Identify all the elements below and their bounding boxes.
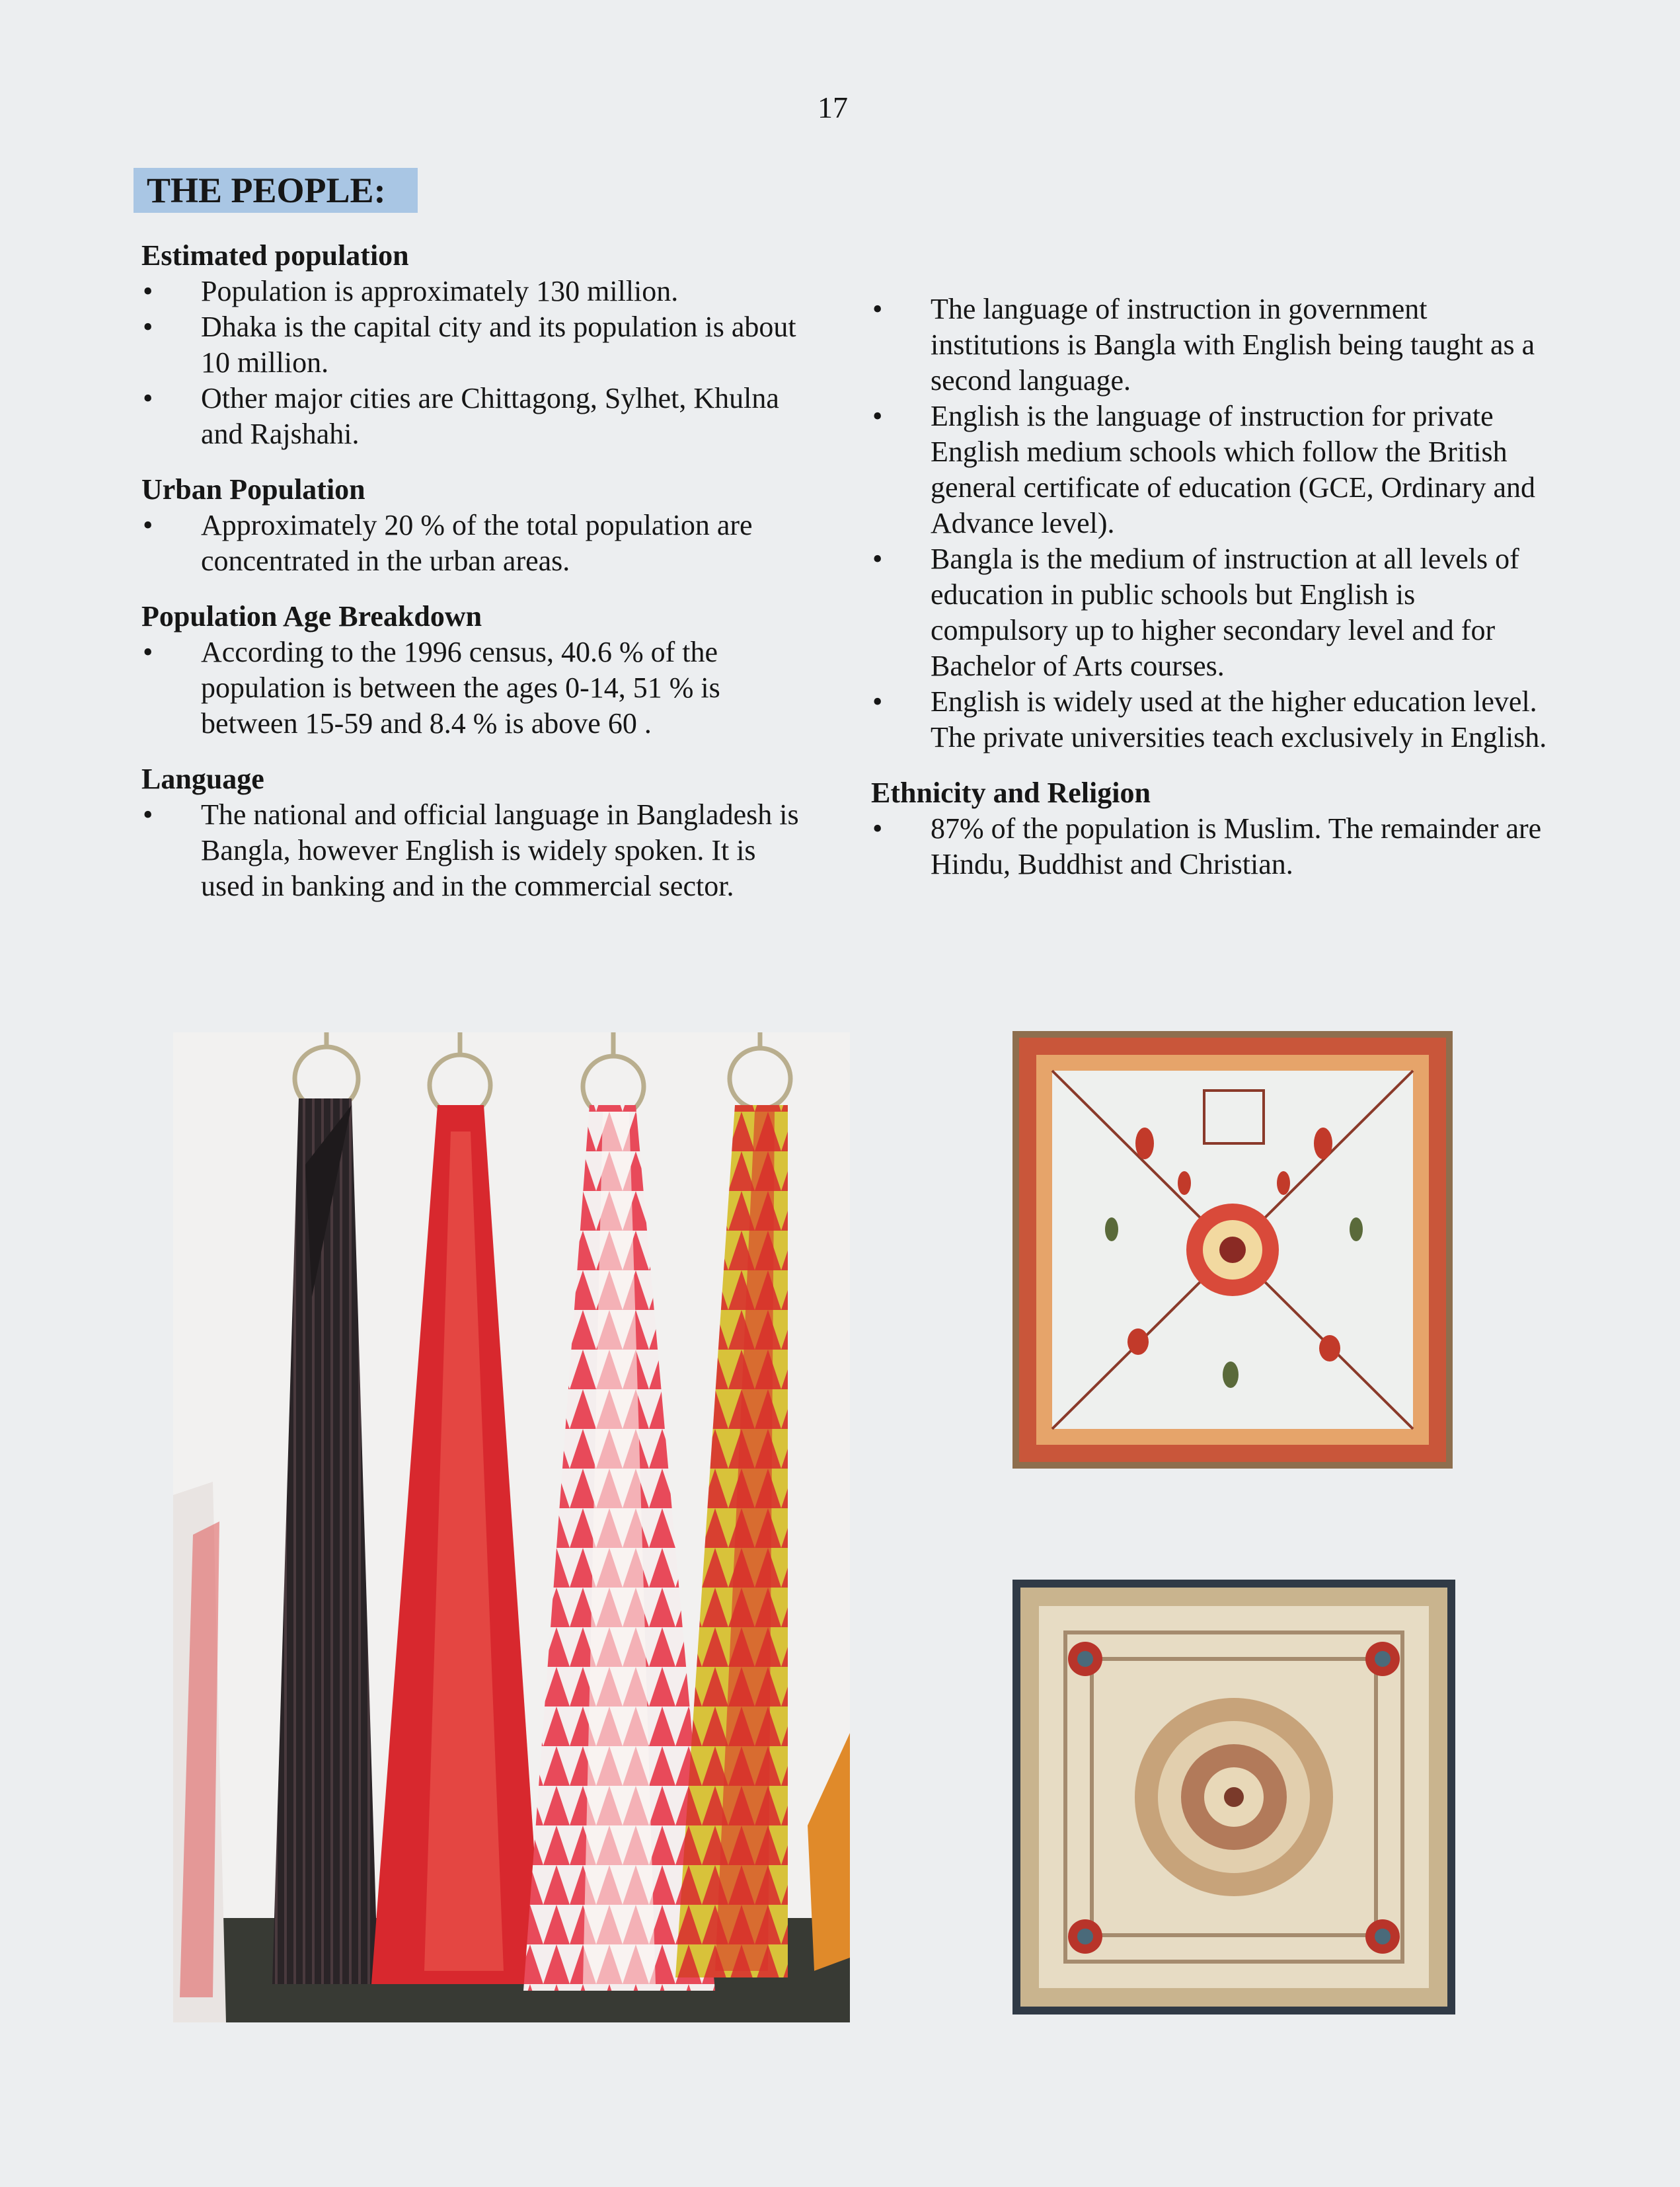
hanging-scarves-photo (173, 1032, 850, 2022)
section-heading: Language (141, 763, 264, 795)
bullet-list (141, 797, 816, 904)
list-item (141, 508, 816, 579)
list-item (871, 291, 1558, 399)
bullet-icon: • (872, 293, 883, 325)
bullet-icon: • (143, 382, 153, 414)
list-item-text: According to the 1996 census, 40.6 % of the population is between the ages 0-14, 51 % is between 15-59 and 8.4 % is above 60 . (201, 636, 720, 740)
section-heading: Population Age Breakdown (141, 600, 482, 633)
list-item (871, 811, 1558, 882)
left-column (141, 238, 816, 924)
bullet-icon: • (872, 685, 883, 718)
list-item-text: Other major cities are Chittagong, Sylhet, Khulna and Rajshahi. (201, 382, 779, 450)
list-item-text: Approximately 20 % of the total population are concentrated in the urban areas. (201, 509, 753, 577)
section-ethnicity-religion (871, 775, 1558, 882)
list-item (871, 684, 1558, 755)
bullet-icon: • (872, 400, 883, 432)
list-item-text: English is widely used at the higher education level. The private universities teach exclusively in English. (931, 685, 1547, 753)
section-estimated-population (141, 238, 816, 452)
bullet-icon: • (872, 543, 883, 575)
list-item-text: Bangla is the medium of instruction at all levels of education in public schools but English is compulsory up to higher secondary level and for Bachelor of Arts courses. (931, 543, 1519, 682)
bullet-icon: • (872, 812, 883, 845)
section-heading: Estimated population (141, 239, 409, 272)
list-item-text: Population is approximately 130 million. (201, 275, 679, 307)
right-column (871, 291, 1558, 902)
page-title: THE PEOPLE: (147, 171, 386, 210)
section-heading: Urban Population (141, 473, 365, 506)
bullet-icon: • (143, 311, 153, 343)
bullet-icon: • (143, 636, 153, 668)
bullet-icon: • (143, 275, 153, 307)
list-item (141, 274, 816, 309)
section-heading: Ethnicity and Religion (871, 777, 1151, 809)
section-age-breakdown (141, 599, 816, 742)
bullet-icon: • (143, 509, 153, 541)
list-item (871, 399, 1558, 541)
list-item-text: The national and official language in Bangladesh is Bangla, however English is widely spoken. It is used in banking and in the commercial sector. (201, 798, 799, 902)
list-item (141, 797, 816, 904)
bullet-list (871, 811, 1558, 882)
bullet-list (141, 508, 816, 579)
list-item-text: 87% of the population is Muslim. The remainder are Hindu, Buddhist and Christian. (931, 812, 1542, 880)
list-item-text: English is the language of instruction for private English medium schools which follow the British general certificate of education (GCE, Ordinary and Advance level). (931, 400, 1536, 539)
bullet-list (871, 291, 1558, 755)
nakshi-kantha-photo-1 (1012, 1031, 1453, 1469)
page-number: 17 (818, 91, 848, 124)
section-urban-population (141, 472, 816, 579)
bullet-list (141, 274, 816, 452)
list-item-text: Dhaka is the capital city and its population is about 10 million. (201, 311, 796, 379)
bullet-icon: • (143, 798, 153, 831)
list-item (141, 634, 816, 742)
list-item (871, 541, 1558, 684)
bullet-list (141, 634, 816, 742)
list-item (141, 381, 816, 452)
section-language (141, 761, 816, 904)
nakshi-kantha-photo-2 (1012, 1580, 1455, 2014)
list-item-text: The language of instruction in government institutions is Bangla with English being taught as a second language. (931, 293, 1535, 397)
list-item (141, 309, 816, 381)
